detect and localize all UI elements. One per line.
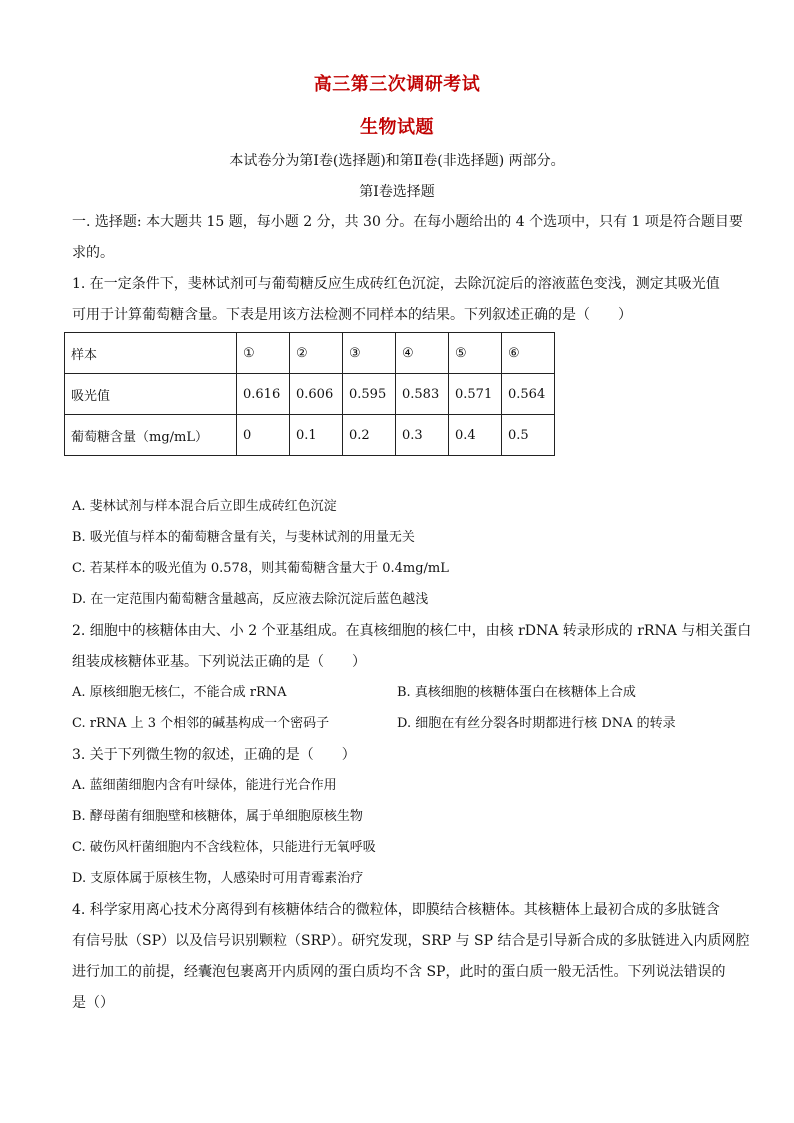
q3-option-d: D. 支原体属于原核生物，人感染时可用青霉素治疗 bbox=[72, 871, 364, 886]
q3-option-a: A. 蓝细菌细胞内含有叶绿体，能进行光合作用 bbox=[72, 778, 337, 793]
q3-stem: 3. 关于下列微生物的叙述，正确的是（ ） bbox=[72, 747, 356, 763]
table-cell: 0.606 bbox=[290, 374, 343, 415]
table-cell: 吸光值 bbox=[65, 374, 237, 415]
table-cell: 0.564 bbox=[502, 374, 555, 415]
q1-option-b: B. 吸光值与样本的葡萄糖含量有关，与斐林试剂的用量无关 bbox=[72, 530, 415, 545]
table-cell: 0.595 bbox=[343, 374, 396, 415]
table-cell: 0.571 bbox=[449, 374, 502, 415]
table-cell: 样本 bbox=[65, 333, 237, 374]
table-cell: ③ bbox=[343, 333, 396, 374]
table-row bbox=[65, 415, 555, 456]
instructions-line-1: 一. 选择题: 本大题共 15 题，每小题 2 分，共 30 分。在每小题给出的 4 个选项中，只有 1 项是符合题目要 bbox=[72, 214, 743, 230]
exam-subject: 生物试题 bbox=[360, 117, 434, 138]
q1-stem-line-1: 1. 在一定条件下，斐林试剂可与葡萄糖反应生成砖红色沉淀，去除沉淀后的溶液蓝色变浅，测定其吸光值 bbox=[72, 276, 720, 292]
instructions-line-2: 求的。 bbox=[72, 245, 114, 261]
q4-stem-line-4: 是（） bbox=[72, 995, 114, 1011]
table-cell: ④ bbox=[396, 333, 449, 374]
exam-intro: 本试卷分为第Ⅰ卷(选择题)和第Ⅱ卷(非选择题) 两部分。 bbox=[229, 153, 565, 169]
exam-title: 高三第三次调研考试 bbox=[313, 74, 481, 95]
q1-option-d: D. 在一定范围内葡萄糖含量越高，反应液去除沉淀后蓝色越浅 bbox=[72, 592, 429, 607]
table-cell: 0.5 bbox=[502, 415, 555, 456]
q4-stem-line-3: 进行加工的前提，经囊泡包裹离开内质网的蛋白质均不含 SP，此时的蛋白质一般无活性。下列说法错误的 bbox=[72, 964, 726, 980]
q2-stem-line-1: 2. 细胞中的核糖体由大、小 2 个亚基组成。在真核细胞的核仁中，由核 rDNA 转录形成的 rRNA 与相关蛋白 bbox=[72, 623, 752, 639]
table-cell: 0.4 bbox=[449, 415, 502, 456]
table-cell: 0 bbox=[237, 415, 290, 456]
q2-option-c: C. rRNA 上 3 个相邻的碱基构成一个密码子 bbox=[72, 716, 330, 731]
q1-option-a: A. 斐林试剂与样本混合后立即生成砖红色沉淀 bbox=[72, 499, 337, 514]
table-cell: ⑤ bbox=[449, 333, 502, 374]
table-row bbox=[65, 374, 555, 415]
table-cell: 0.583 bbox=[396, 374, 449, 415]
section-heading: 第Ⅰ卷选择题 bbox=[359, 184, 435, 200]
table-cell: 0.2 bbox=[343, 415, 396, 456]
q3-option-c: C. 破伤风杆菌细胞内不含线粒体，只能进行无氧呼吸 bbox=[72, 840, 376, 855]
q4-stem-line-1: 4. 科学家用离心技术分离得到有核糖体结合的微粒体，即膜结合核糖体。其核糖体上最初合成的多肽链含 bbox=[72, 902, 720, 918]
table-cell: ② bbox=[290, 333, 343, 374]
table-cell: 0.616 bbox=[237, 374, 290, 415]
q2-option-a: A. 原核细胞无核仁，不能合成 rRNA bbox=[72, 685, 287, 700]
q1-stem-line-2: 可用于计算葡萄糖含量。下表是用该方法检测不同样本的结果。下列叙述正确的是（ ） bbox=[72, 307, 632, 323]
table-cell: 0.3 bbox=[396, 415, 449, 456]
table-row bbox=[65, 333, 555, 374]
q1-data-table bbox=[64, 332, 555, 456]
q3-option-b: B. 酵母菌有细胞壁和核糖体，属于单细胞原核生物 bbox=[72, 809, 363, 824]
table-cell: ⑥ bbox=[502, 333, 555, 374]
q2-stem-line-2: 组装成核糖体亚基。下列说法正确的是（ ） bbox=[72, 654, 366, 670]
table-cell: ① bbox=[237, 333, 290, 374]
q2-option-d: D. 细胞在有丝分裂各时期都进行核 DNA 的转录 bbox=[397, 716, 676, 731]
table-cell: 葡萄糖含量（mg/mL） bbox=[65, 415, 237, 456]
q2-option-b: B. 真核细胞的核糖体蛋白在核糖体上合成 bbox=[397, 685, 636, 700]
q1-option-c: C. 若某样本的吸光值为 0.578，则其葡萄糖含量大于 0.4mg/mL bbox=[72, 561, 449, 576]
q4-stem-line-2: 有信号肽（SP）以及信号识别颗粒（SRP）。研究发现，SRP 与 SP 结合是引导新合成的多肽链进入内质网腔 bbox=[72, 933, 750, 949]
table-cell: 0.1 bbox=[290, 415, 343, 456]
